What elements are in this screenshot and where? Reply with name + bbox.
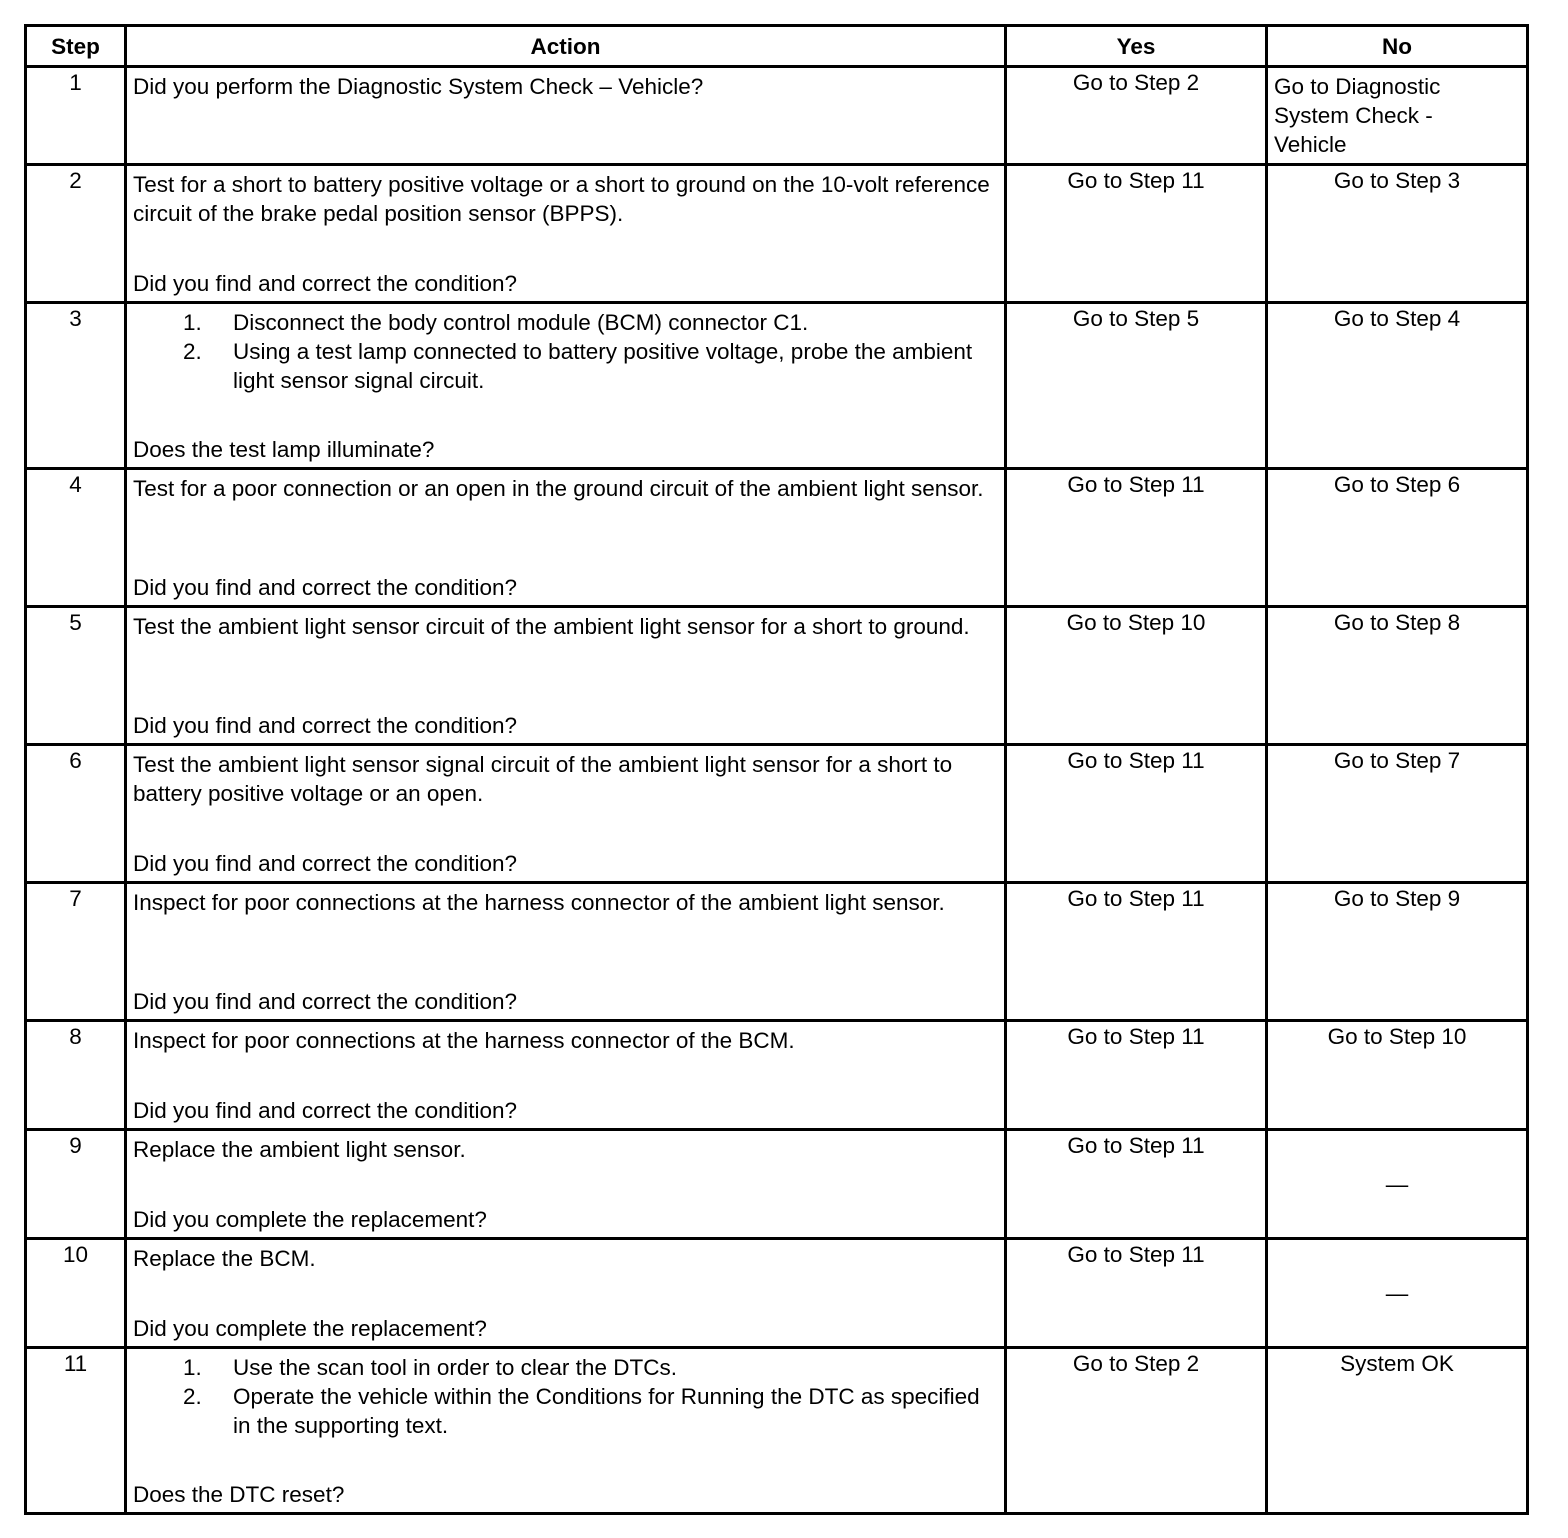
header-row <box>26 26 1528 67</box>
header-yes: Yes <box>1006 26 1267 67</box>
yes-cell: Go to Step 10 <box>1006 607 1267 745</box>
action-list <box>133 304 998 395</box>
no-cell: Go to Step 4 <box>1267 303 1528 469</box>
action-question: Did you find and correct the condition? <box>133 1098 517 1123</box>
action-text: Inspect for poor connections at the harness connector of the BCM. <box>133 1028 795 1053</box>
action-question: Does the DTC reset? <box>133 1482 345 1507</box>
no-cell: Go to Diagnostic System Check - Vehicle <box>1267 67 1528 165</box>
yes-cell: Go to Step 11 <box>1006 1239 1267 1348</box>
no-cell: Go to Step 3 <box>1267 165 1528 303</box>
action-text: Replace the ambient light sensor. <box>133 1137 466 1162</box>
yes-cell: Go to Step 2 <box>1006 67 1267 165</box>
table-row <box>26 1348 1528 1514</box>
table-row <box>26 745 1528 883</box>
no-cell: Go to Step 7 <box>1267 745 1528 883</box>
table-row <box>26 1021 1528 1130</box>
list-item: 1. Use the scan tool in order to clear the DTCs. <box>183 1355 677 1380</box>
no-cell: — <box>1267 1239 1528 1348</box>
action-question: Did you complete the replacement? <box>133 1207 487 1232</box>
action-text: Inspect for poor connections at the harness connector of the ambient light sensor. <box>133 890 945 915</box>
no-cell: Go to Step 8 <box>1267 607 1528 745</box>
no-cell: Go to Step 10 <box>1267 1021 1528 1130</box>
diagnostic-table <box>24 24 1529 1515</box>
action-cell <box>126 469 1006 607</box>
list-item: 2. Using a test lamp connected to battery positive voltage, probe the ambient light sensor signal circuit. <box>183 339 973 393</box>
action-text: Did you perform the Diagnostic System Check – Vehicle? <box>133 74 704 99</box>
header-step: Step <box>26 26 126 67</box>
action-cell <box>126 883 1006 1021</box>
step-number: 5 <box>26 607 126 745</box>
yes-cell: Go to Step 11 <box>1006 1130 1267 1239</box>
action-text: Replace the BCM. <box>133 1246 316 1271</box>
action-cell <box>126 607 1006 745</box>
step-number: 4 <box>26 469 126 607</box>
action-text: Test for a short to battery positive voltage or a short to ground on the 10-volt reference circuit of the brake pedal position sensor (BPPS). <box>133 172 990 226</box>
action-text: Test for a poor connection or an open in the ground circuit of the ambient light sensor. <box>133 476 984 501</box>
list-item: 2. Operate the vehicle within the Conditions for Running the DTC as specified in the supporting text. <box>183 1384 980 1438</box>
action-cell <box>126 303 1006 469</box>
step-number: 3 <box>26 303 126 469</box>
table-row <box>26 883 1528 1021</box>
action-text: Test the ambient light sensor signal circuit of the ambient light sensor for a short to battery positive voltage or an open. <box>133 752 953 806</box>
action-question: Did you find and correct the condition? <box>133 713 517 738</box>
action-text: Test the ambient light sensor circuit of the ambient light sensor for a short to ground. <box>133 614 970 639</box>
yes-cell: Go to Step 5 <box>1006 303 1267 469</box>
table-row <box>26 1130 1528 1239</box>
step-number: 9 <box>26 1130 126 1239</box>
yes-cell: Go to Step 2 <box>1006 1348 1267 1514</box>
yes-cell: Go to Step 11 <box>1006 469 1267 607</box>
table-row <box>26 165 1528 303</box>
no-cell: — <box>1267 1130 1528 1239</box>
step-number: 7 <box>26 883 126 1021</box>
action-question: Did you find and correct the condition? <box>133 989 517 1014</box>
table-row <box>26 303 1528 469</box>
step-number: 8 <box>26 1021 126 1130</box>
yes-cell: Go to Step 11 <box>1006 165 1267 303</box>
no-cell: Go to Step 9 <box>1267 883 1528 1021</box>
action-cell <box>126 1239 1006 1348</box>
action-question: Does the test lamp illuminate? <box>133 437 435 462</box>
action-list <box>133 1349 998 1440</box>
action-cell <box>126 1021 1006 1130</box>
table-row <box>26 469 1528 607</box>
action-question: Did you complete the replacement? <box>133 1316 487 1341</box>
yes-cell: Go to Step 11 <box>1006 745 1267 883</box>
header-action: Action <box>126 26 1006 67</box>
yes-cell: Go to Step 11 <box>1006 883 1267 1021</box>
yes-cell: Go to Step 11 <box>1006 1021 1267 1130</box>
step-number: 11 <box>26 1348 126 1514</box>
table-row <box>26 607 1528 745</box>
table-row <box>26 67 1528 165</box>
table-row <box>26 1239 1528 1348</box>
action-cell <box>126 1348 1006 1514</box>
header-no: No <box>1267 26 1528 67</box>
action-question: Did you find and correct the condition? <box>133 575 517 600</box>
action-cell <box>126 745 1006 883</box>
step-number: 10 <box>26 1239 126 1348</box>
list-item: 1. Disconnect the body control module (BCM) connector C1. <box>183 310 809 335</box>
no-cell: System OK <box>1267 1348 1528 1514</box>
step-number: 6 <box>26 745 126 883</box>
action-cell <box>126 165 1006 303</box>
action-cell <box>126 1130 1006 1239</box>
action-question: Did you find and correct the condition? <box>133 851 517 876</box>
step-number: 1 <box>26 67 126 165</box>
action-question: Did you find and correct the condition? <box>133 271 517 296</box>
step-number: 2 <box>26 165 126 303</box>
no-cell: Go to Step 6 <box>1267 469 1528 607</box>
action-cell <box>126 67 1006 165</box>
